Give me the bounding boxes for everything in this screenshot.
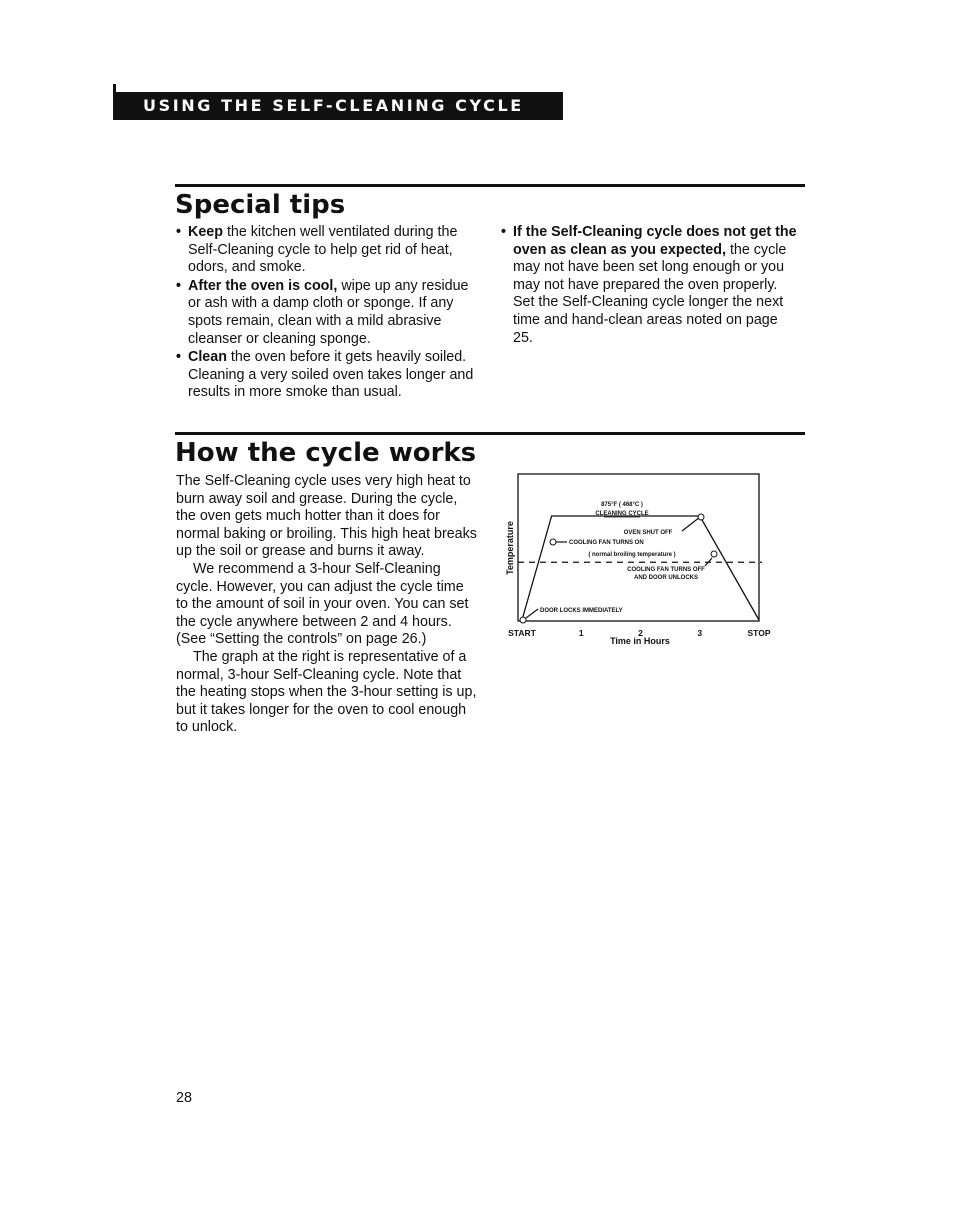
page-number: 28	[176, 1090, 192, 1106]
x-tick-label: 2	[638, 628, 643, 638]
door-locks-pointer	[526, 609, 538, 618]
cooling-fan-on-marker	[550, 539, 556, 545]
tip-not-clean	[501, 224, 801, 347]
special-tips-heading: Special tips	[175, 190, 346, 220]
tip-text: the kitchen well ventilated during the Self-Cleaning cycle to help get rid of heat, odors, and smoke.	[188, 224, 458, 276]
self-cleaning-cycle-chart	[500, 470, 790, 660]
chart-frame	[518, 474, 759, 621]
x-tick-label: 3	[697, 628, 703, 638]
how-it-works-rule	[175, 432, 805, 435]
tip-lead: Keep	[188, 224, 223, 240]
x-tick-label: START	[508, 628, 536, 638]
x-axis-label: Time in Hours	[610, 636, 670, 646]
cooling-fan-off-marker	[711, 551, 717, 557]
tip-clean	[176, 349, 478, 402]
door-locks-annotation: DOOR LOCKS IMMEDIATELY	[540, 608, 623, 614]
tip-text: the cycle may not have been set long enough or you may not have prepared the oven properly. Set the Self-Cleaning cycle longer the next time and hand-clean areas noted on page 25.	[513, 241, 787, 346]
tip-after-cool	[176, 278, 478, 348]
x-tick-label: STOP	[747, 628, 771, 638]
x-tick-label: 1	[578, 628, 584, 638]
oven-shut-off-annotation: OVEN SHUT OFF	[623, 530, 673, 536]
tip-text: the oven before it gets heavily soiled. Cleaning a very soiled oven takes longer and results in more smoke than usual.	[188, 349, 474, 401]
special-tips-left-column	[176, 224, 478, 402]
how-it-works-column	[176, 473, 478, 737]
door-locks-marker	[520, 617, 526, 623]
peak-label-annotation: CLEANING CYCLE	[595, 511, 649, 517]
how-paragraph-2: We recommend a 3-hour Self-Cleaning cycle. However, you can adjust the cycle time to the amount of soil in your oven. You can set the cycle anywhere between 2 and 4 hours. (See “Setting the controls” on page 26.)	[176, 560, 469, 648]
how-paragraph-1: The Self-Cleaning cycle uses very high heat to burn away soil and grease. During the cycle, the oven gets much hotter than it does for normal baking or broiling. This high heat breaks up the soil or grease and burns it away.	[176, 473, 477, 560]
how-it-works-heading: How the cycle works	[175, 438, 477, 468]
tip-lead: If the Self-Cleaning cycle does not get the oven as clean as you expected,	[513, 224, 797, 258]
peak-temp-annotation: 875°F ( 468°C )	[601, 502, 643, 508]
tip-keep	[176, 224, 478, 277]
cooling-fan-off-annotation-2: AND DOOR UNLOCKS	[634, 575, 698, 581]
cooling-fan-off-annotation-1: COOLING FAN TURNS OFF	[627, 567, 705, 573]
y-axis-label: Temperature	[505, 521, 515, 575]
special-tips-right-column	[501, 224, 801, 347]
special-tips-rule	[175, 184, 805, 187]
tip-lead: After the oven is cool,	[188, 277, 338, 294]
tip-text: wipe up any residue or ash with a damp cloth or sponge. If any spots remain, clean with a mild abrasive cleanser or cleaning sponge.	[188, 277, 469, 347]
section-banner: USING THE SELF-CLEANING CYCLE	[113, 92, 563, 120]
normal-broiling-annotation: ( normal broiling temperature )	[588, 552, 676, 558]
how-paragraph-3: The graph at the right is representative of a normal, 3-hour Self-Cleaning cycle. Note that the heating stops when the 3-hour setting is up, but it takes longer for the oven to cool enough to unlock.	[176, 648, 477, 736]
cooling-fan-on-annotation: COOLING FAN TURNS ON	[569, 540, 644, 546]
tip-lead: Clean	[188, 349, 227, 366]
oven-shut-off-marker	[698, 514, 704, 520]
oven-shut-off-pointer	[682, 517, 700, 531]
